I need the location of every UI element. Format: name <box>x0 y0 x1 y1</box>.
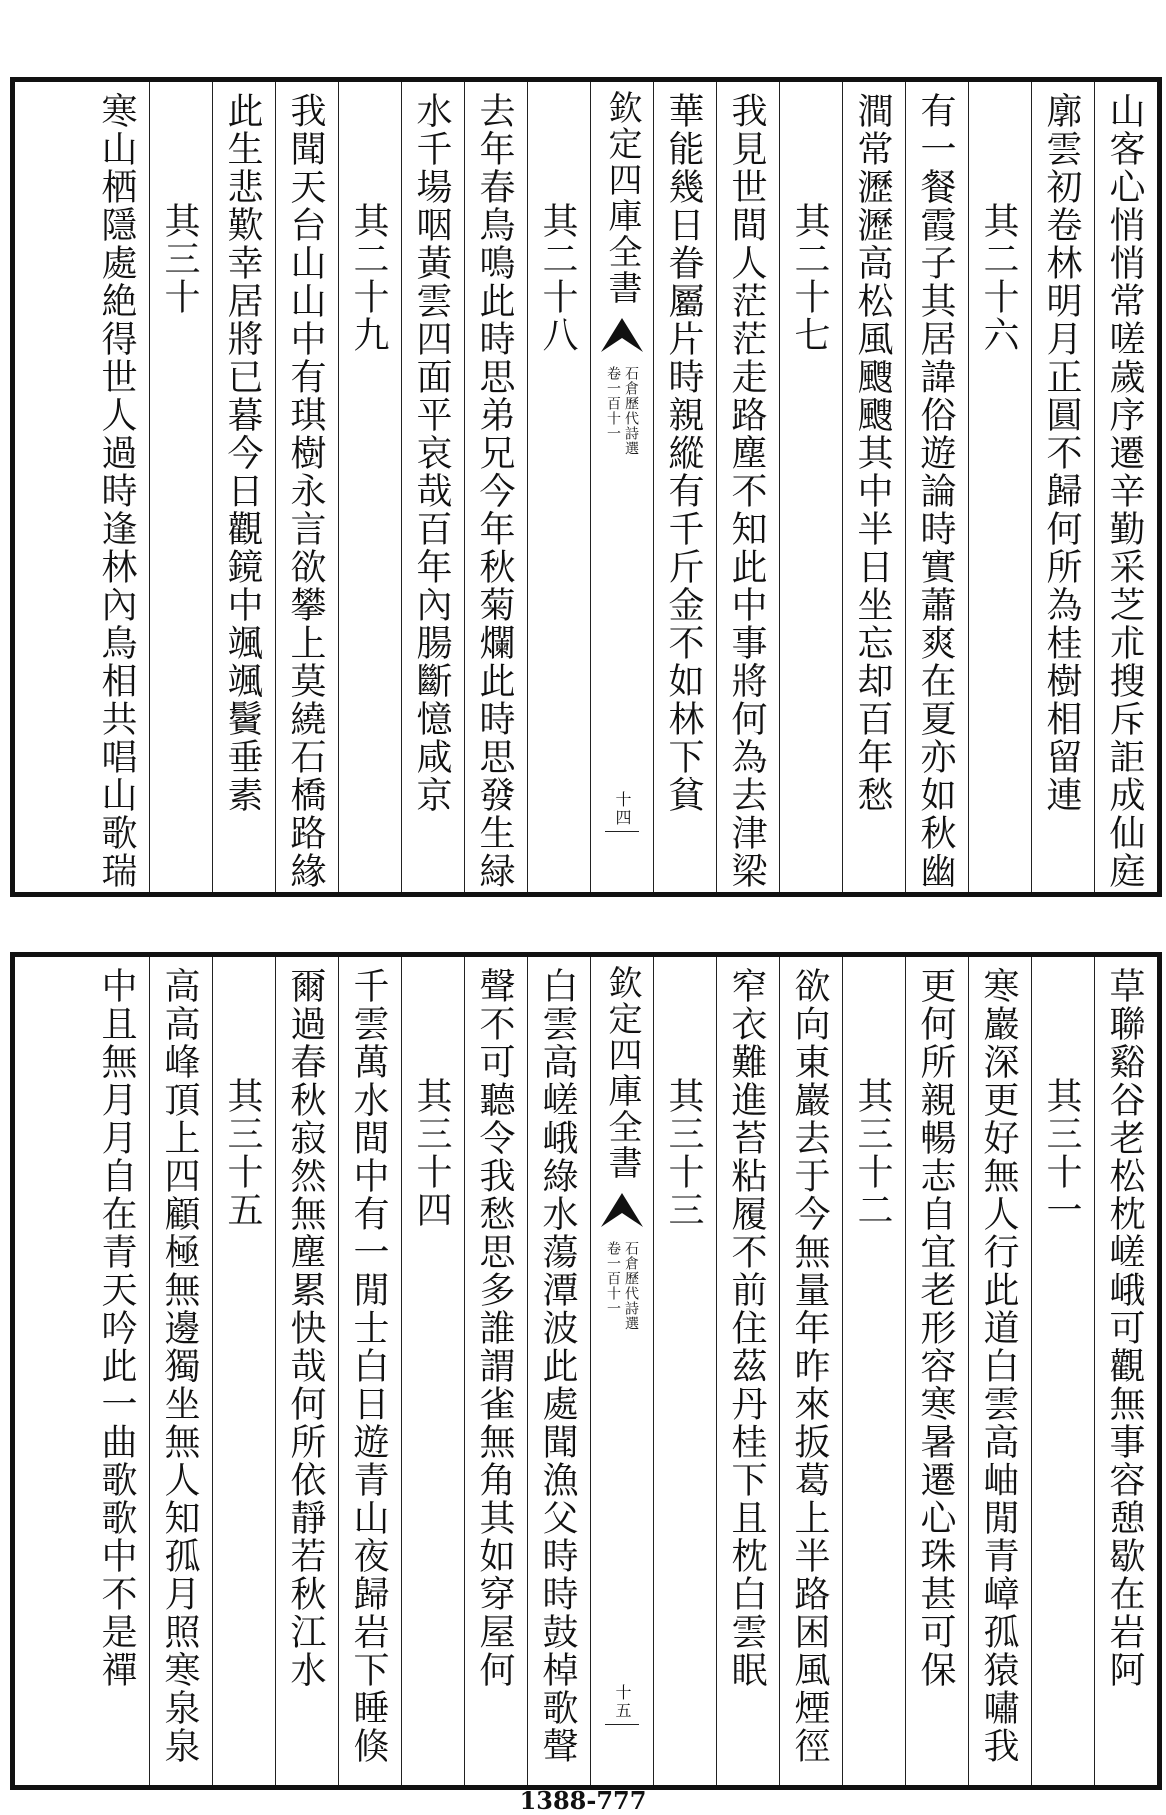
center-fold <box>590 957 653 1785</box>
upper-columns <box>15 82 1157 892</box>
work-title: 石倉歷代詩選 <box>623 366 639 456</box>
lower-page <box>10 952 1162 1790</box>
text-column: 去年春鳥鳴此時思弟兄今年秋菊爛此時思發生緑 <box>464 82 527 892</box>
text-column: 欲向東巖去于今無量年昨來扳葛上半路困風煙徑 <box>779 957 842 1785</box>
text-column: 更何所親暢志自宜老形容寒暑遷心珠甚可保 <box>905 957 968 1785</box>
text-column: 高高峰頂上四顧極無邊獨坐無人知孤月照寒泉泉 <box>149 957 212 1785</box>
center-fold <box>590 82 653 892</box>
poem-title: 其三十一 <box>1031 957 1094 1785</box>
text-column: 廓雲初卷林明月正圓不歸何所為桂樹相留連 <box>1031 82 1094 892</box>
center-subtitle <box>605 1241 639 1331</box>
upper-page <box>10 77 1162 897</box>
poem-title: 其三十四 <box>401 957 464 1785</box>
poem-title: 其二十八 <box>527 82 590 892</box>
center-subtitle <box>605 366 639 456</box>
text-column: 寒山栖隱處絶得世人過時逢林內鳥相共唱山歌瑞 <box>96 92 137 890</box>
poem-title: 其三十三 <box>653 957 716 1785</box>
book-title: 欽定四庫全書 <box>602 965 642 1181</box>
folio-number: 十四 <box>605 791 639 832</box>
text-column: 爾過春秋寂然無塵累快哉何所依靜若秋江水 <box>275 957 338 1785</box>
work-title: 石倉歷代詩選 <box>623 1241 639 1331</box>
volume-label: 卷一百十一 <box>605 1241 621 1316</box>
poem-title: 其三十二 <box>842 957 905 1785</box>
poem-title: 其二十九 <box>338 82 401 892</box>
text-column: 山客心悄悄常嗟歲序遷辛勤采芝朮搜斥詎成仙庭 <box>1094 82 1157 892</box>
text-column: 草聯谿谷老松枕嵯峨可觀無事容憩歇在岩阿 <box>1094 957 1157 1785</box>
text-column: 澗常瀝瀝高松風颼颼其中半日坐忘却百年愁 <box>842 82 905 892</box>
text-column: 聲不可聽令我愁思多誰謂雀無角其如穿屋何 <box>464 957 527 1785</box>
fishtail-mark-icon <box>599 312 645 354</box>
page-reference-number: 1388-777 <box>519 1786 647 1815</box>
text-column: 我見世間人茫茫走路塵不知此中事將何為去津梁 <box>716 82 779 892</box>
poem-title: 其二十七 <box>779 82 842 892</box>
fishtail-mark-icon <box>599 1187 645 1229</box>
volume-label: 卷一百十一 <box>605 366 621 441</box>
text-column: 中且無月月自在青天吟此一曲歌歌中不是禪 <box>96 967 137 1689</box>
text-column: 我聞天台山山中有琪樹永言欲攀上莫繞石橋路緣 <box>275 82 338 892</box>
text-column: 千雲萬水間中有一閒士白日遊青山夜歸岩下睡倏 <box>338 957 401 1785</box>
text-column: 此生悲歎幸居將已暮今日觀鏡中颯颯鬢垂素 <box>212 82 275 892</box>
text-column: 窄衣難進苔粘履不前住茲丹桂下且枕白雲眠 <box>716 957 779 1785</box>
text-column: 華能幾日眷屬片時親縱有千斤金不如林下貧 <box>653 82 716 892</box>
poem-title: 其三十五 <box>212 957 275 1785</box>
poem-title: 其二十六 <box>968 82 1031 892</box>
text-column: 水千場咽黃雲四面平哀哉百年內腸斷憶咸京 <box>401 82 464 892</box>
text-column: 寒巖深更好無人行此道白雲高岫閒青嶂孤猿嘯我 <box>968 957 1031 1785</box>
poem-title: 其三十 <box>149 82 212 892</box>
folio-number: 十五 <box>605 1684 639 1725</box>
lower-columns <box>15 957 1157 1785</box>
text-column: 有一餐霞子其居諱俗遊論時實蕭爽在夏亦如秋幽 <box>905 82 968 892</box>
text-column: 白雲高嵯峨綠水蕩潭波此處聞漁父時時鼓棹歌聲 <box>527 957 590 1785</box>
book-title: 欽定四庫全書 <box>602 90 642 306</box>
